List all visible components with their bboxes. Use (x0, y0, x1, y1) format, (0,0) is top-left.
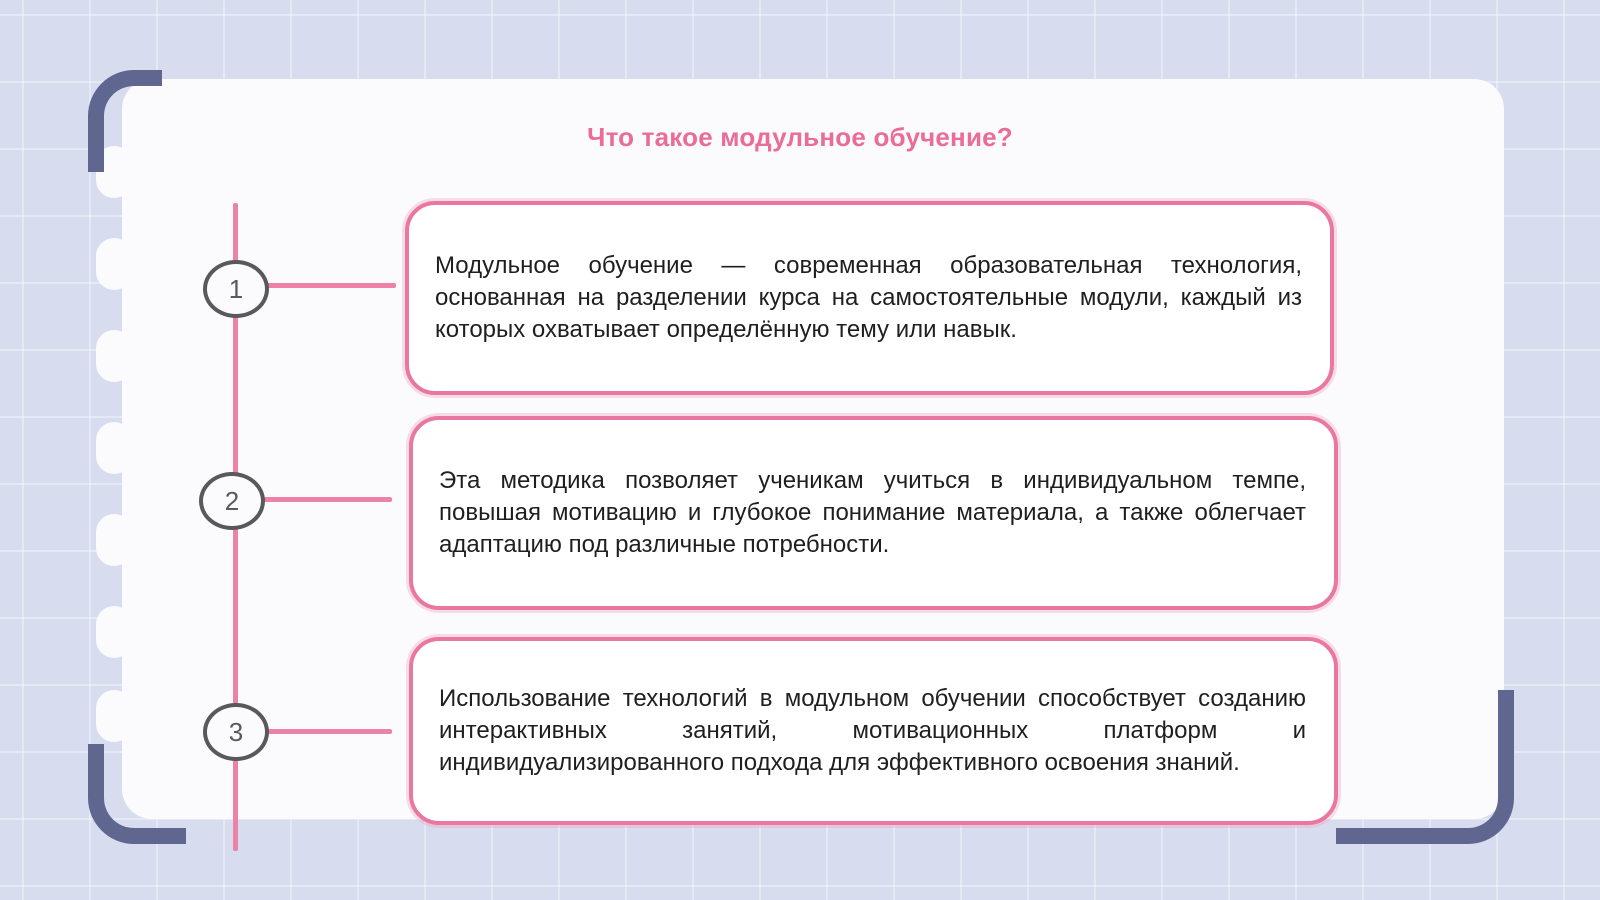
card-edge-tab (96, 690, 132, 742)
timeline-connector-2 (262, 497, 392, 502)
card-edge-tab (96, 422, 132, 474)
text-box-3-content: Использование технологий в модульном обучении способствует созданию интерактивных занятий, мотивационных платформ и индивидуализированного подхода для эффективного освоения знаний. (439, 685, 1306, 776)
timeline-connector-1 (266, 283, 396, 288)
step-number-circle-3: 3 (203, 703, 269, 761)
timeline-connector-3 (266, 729, 392, 734)
corner-bracket-bottom-right (1336, 690, 1514, 844)
step-number-circle-1: 1 (203, 260, 269, 318)
text-box-2 (409, 416, 1338, 610)
step-number-circle-2: 2 (199, 472, 265, 530)
text-box-2-content: Эта методика позволяет ученикам учиться в индивидуальном темпе, повышая мотивацию и глубокое понимание материала, а также облегчает адаптацию под различные потребности. (439, 467, 1306, 558)
card-edge-tab (96, 330, 132, 382)
text-box-1 (405, 201, 1334, 395)
card-edge-tab (96, 606, 132, 658)
text-box-3 (409, 637, 1338, 825)
card-edge-tab (96, 238, 132, 290)
corner-bracket-top-left (88, 70, 162, 172)
corner-bracket-bottom-left (88, 744, 186, 844)
card-edge-tab (96, 514, 132, 566)
slide-title: Что такое модульное обучение? (587, 122, 1013, 152)
text-box-1-content: Модульное обучение — современная образовательная технология, основанная на разделении курса на самостоятельные модули, каждый из которых охватывает определённую тему или навык. (435, 252, 1302, 343)
